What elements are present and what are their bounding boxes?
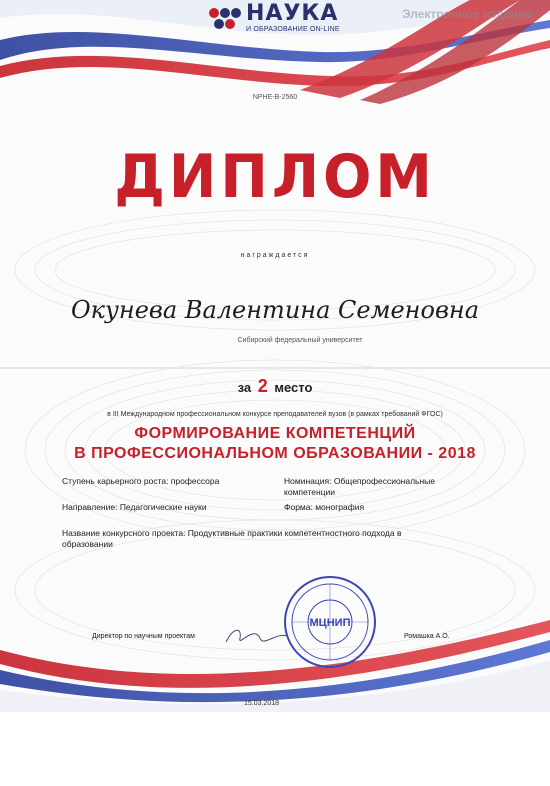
- theme-line-2: В ПРОФЕССИОНАЛЬНОМ ОБРАЗОВАНИИ - 2018: [74, 445, 476, 462]
- career-field: Ступень карьерного роста: профессора: [62, 476, 220, 486]
- recipient-name: Окунева Валентина Семеновна: [70, 296, 480, 324]
- contest-description: в III Международном профессиональном конкурсе преподавателей вузов (в рамках требований ФГОС): [107, 411, 443, 418]
- recipient-organization: Сибирский федеральный университет: [237, 337, 363, 344]
- logo-wordmark: НАУКА: [246, 1, 339, 26]
- director-name: Ромашка А.О.: [404, 633, 450, 640]
- place-suffix: место: [274, 380, 313, 395]
- nomination-field: Номинация: Общепрофессиональные компетенции: [284, 476, 436, 497]
- logo-subtitle: И ОБРАЗОВАНИЕ ON-LINE: [246, 26, 340, 33]
- theme-line-1: ФОРМИРОВАНИЕ КОМПЕТЕНЦИЙ: [134, 425, 416, 442]
- decorative-band: [0, 364, 550, 374]
- watermark-text: Электронное издание: [402, 7, 532, 21]
- diploma-title: ДИПЛОМ: [114, 142, 436, 212]
- hexagon-logo-icon: [208, 6, 244, 32]
- project-field: Название конкурсного проекта: Продуктивные практики компетентностного подхода в образовании: [62, 528, 402, 549]
- stamp-text: МЦНИП: [309, 617, 351, 629]
- awarded-label: награждается: [240, 252, 310, 259]
- place-number: 2: [257, 376, 268, 396]
- direction-field: Направление: Педагогические науки: [62, 502, 207, 512]
- place-prefix: за: [237, 380, 252, 395]
- issue-date: 15.03.2018: [244, 700, 280, 707]
- certificate-number: NPНЕ-В-2560: [252, 94, 298, 101]
- contest-theme: [0, 424, 550, 464]
- seal-stamp-icon: [282, 574, 378, 670]
- place-award: [0, 376, 550, 397]
- director-title: Директор по научным проектам: [92, 633, 195, 640]
- form-field: Форма: монография: [284, 502, 365, 512]
